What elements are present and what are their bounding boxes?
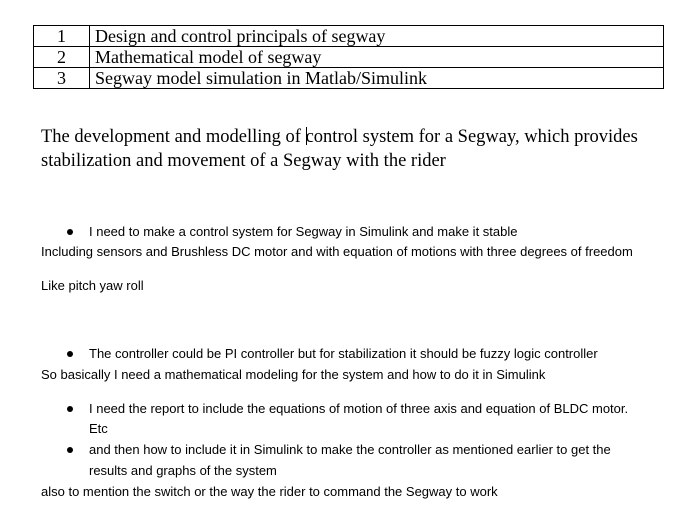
bullet-text-3-line-1[interactable]: I need the report to include the equations of motion of three axis and equation of BLDC motor. <box>89 401 629 416</box>
bullet-text-2[interactable]: The controller could be PI controller but for stabilization it should be fuzzy logic controller <box>89 346 598 361</box>
bullet-text-4-line-1[interactable]: and then how to include it in Simulink to make the controller as mentioned earlier to get the <box>89 442 611 457</box>
table-row <box>34 47 664 68</box>
paragraph-axes[interactable]: Like pitch yaw roll <box>41 278 144 293</box>
contents-table <box>33 25 664 89</box>
heading-line-1-start: The development and modelling of <box>41 127 306 147</box>
bullet-icon <box>67 447 73 453</box>
row-title: Mathematical model of segway <box>90 47 664 68</box>
table-row <box>34 68 664 89</box>
bullet-icon <box>67 351 73 357</box>
bullet-text-1[interactable]: I need to make a control system for Segway in Simulink and make it stable <box>89 224 518 239</box>
row-title: Design and control principals of segway <box>90 26 664 47</box>
paragraph-sensors[interactable]: Including sensors and Brushless DC motor and with equation of motions with three degrees of freedom <box>41 244 633 259</box>
table-row <box>34 26 664 47</box>
heading-line-1-end: control system for a Segway, which provides <box>305 127 638 147</box>
bullet-text-4-line-2[interactable]: results and graphs of the system <box>89 463 277 478</box>
bullet-icon <box>67 406 73 412</box>
row-number: 2 <box>34 47 90 68</box>
bullet-text-3-line-2[interactable]: Etc <box>89 421 108 436</box>
row-title: Segway model simulation in Matlab/Simulink <box>90 68 664 89</box>
paragraph-modeling[interactable]: So basically I need a mathematical modeling for the system and how to do it in Simulink <box>41 367 546 382</box>
heading-line-1[interactable] <box>41 127 638 148</box>
row-number: 3 <box>34 68 90 89</box>
paragraph-switch[interactable]: also to mention the switch or the way the rider to command the Segway to work <box>41 484 498 499</box>
heading-line-2[interactable]: stabilization and movement of a Segway with the rider <box>41 151 446 171</box>
bullet-icon <box>67 229 73 235</box>
row-number: 1 <box>34 26 90 47</box>
